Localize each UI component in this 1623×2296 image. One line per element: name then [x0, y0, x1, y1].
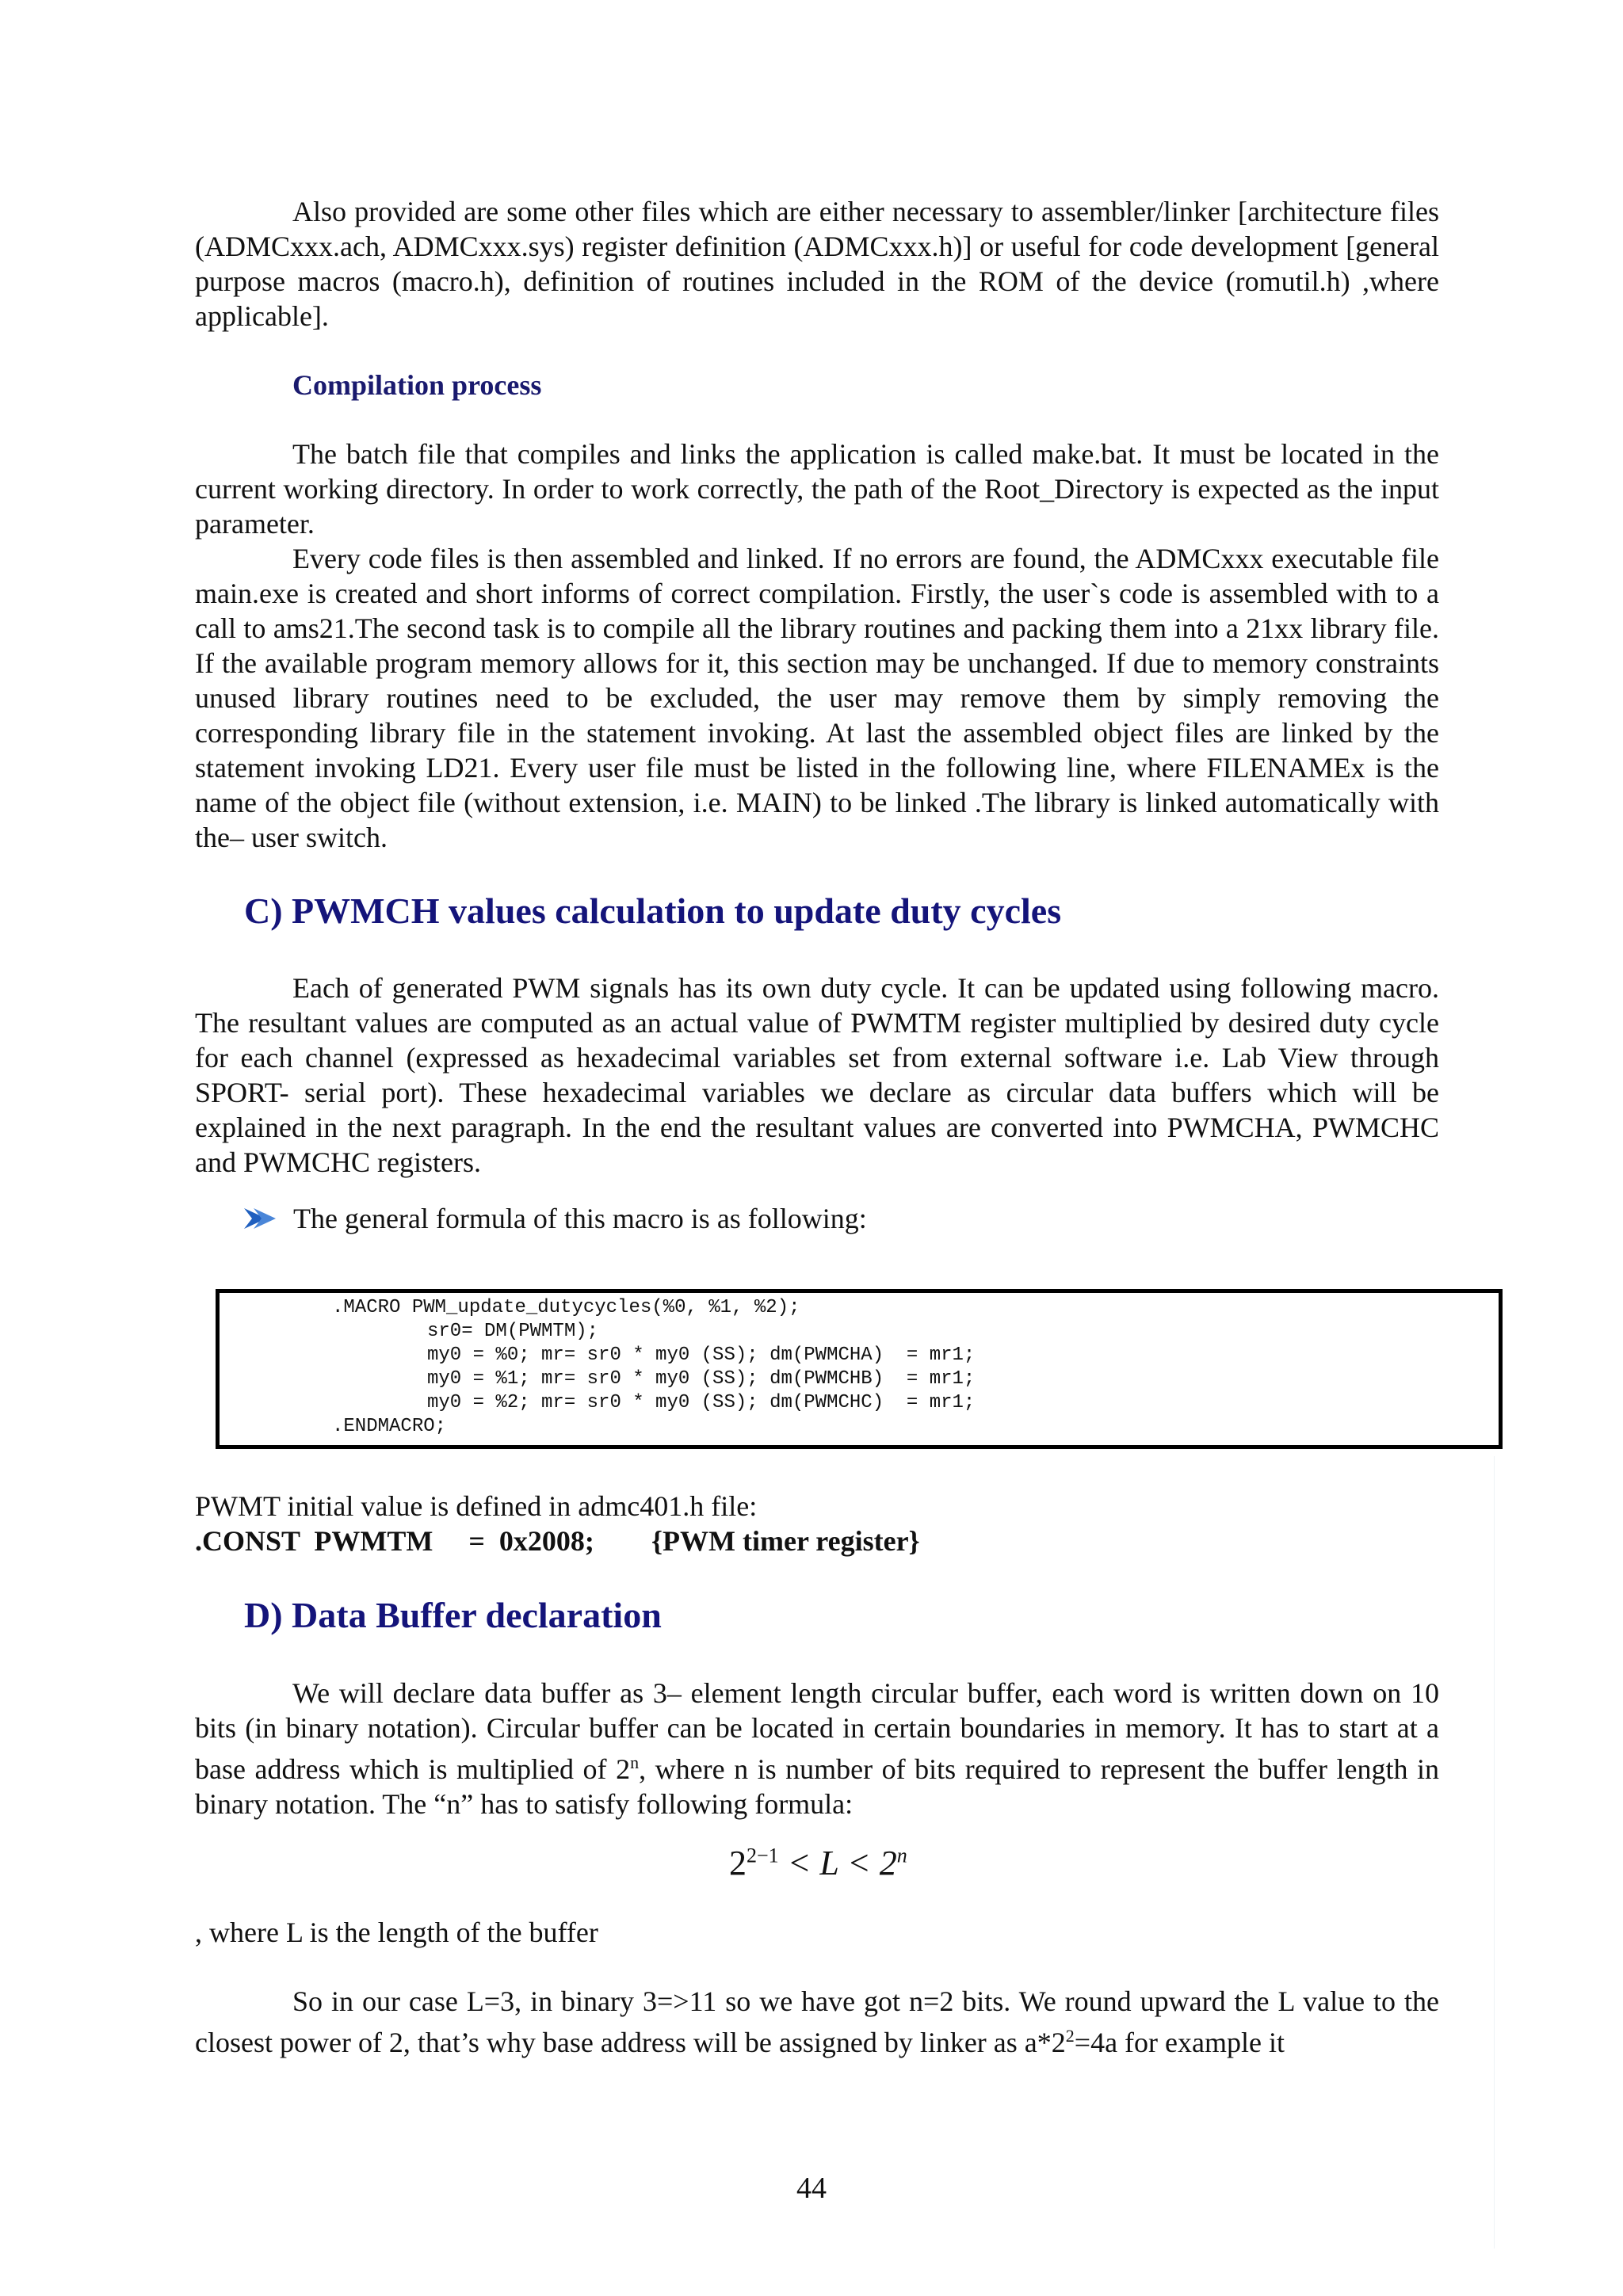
buffer-length-formula: $2^{2-1} < L < 2^n$	[729, 1844, 907, 1882]
bullet-item	[244, 1202, 867, 1235]
code-line: .MACRO PWM_update_dutycycles(%0, %1, %2);	[332, 1297, 800, 1318]
code-line: my0 = %2; mr= sr0 * my0 (SS); dm(PWMCHC) = mr1;	[427, 1392, 976, 1413]
code-listing	[216, 1289, 1503, 1449]
compilation-process-heading: Compilation process	[292, 369, 542, 401]
page-edge-line	[1494, 1456, 1495, 2248]
code-line: sr0= DM(PWMTM);	[427, 1321, 599, 1342]
where-l-text: , where L is the length of the buffer	[195, 1917, 598, 1948]
section-d-heading: D) Data Buffer declaration	[244, 1595, 662, 1635]
paragraph-assembly: Every code files is then assembled and linked. If no errors are found, the ADMCxxx executable file main.exe is created and short informs of correct compilation. Firstly, the user`s code is assembled with to a call to ams21.The second task is to compile all the library routines and packing them into a 21xx library file. If the available program memory allows for it, this section may be unchanged. If due to memory constraints unused library routines need to be excluded, the user may remove them by simply removing the corresponding library file in the statement invoking. At last the assembled object files are linked by the statement invoking LD21. Every user file must be listed in the following line, where FILENAMEx is the name of the object file (without extension, i.e. MAIN) to be linked .The library is linked automatically with the– user switch.	[195, 543, 1439, 853]
code-line: my0 = %1; mr= sr0 * my0 (SS); dm(PWMCHB) = mr1;	[427, 1368, 976, 1390]
paragraph-batch-file: The batch file that compiles and links the application is called make.bat. It must be located in the current working directory. In order to work correctly, the path of the Root_Directory is expected as the input parameter.	[195, 438, 1439, 540]
paragraph-files: Also provided are some other files which are either necessary to assembler/linker [architecture files (ADMCxxx.ach, ADMCxxx.sys) register definition (ADMCxxx.h)] or useful for code development [general purpose macros (macro.h), definition of routines included in the ROM of the device (romutil.h) ,where applicable].	[195, 196, 1439, 332]
pwmt-initial-value-text: PWMT initial value is defined in admc401.h file:	[195, 1490, 758, 1522]
bullet-text: The general formula of this macro is as following:	[293, 1203, 867, 1234]
code-line: .ENDMACRO;	[332, 1416, 447, 1437]
paragraph-pwm-duty: Each of generated PWM signals has its own duty cycle. It can be updated using following macro. The resultant values are computed as an actual value of PWMTM register multiplied by desired duty cycle for each channel (expressed as hexadecimal variables set from external software i.e. Lab View through SPORT- serial port). These hexadecimal variables we declare as circular data buffers which will be explained in the next paragraph. In the end the resultant values are converted into PWMCHA, PWMCHC and PWMCHC registers.	[195, 972, 1439, 1178]
code-line: my0 = %0; mr= sr0 * my0 (SS); dm(PWMCHA) = mr1;	[427, 1344, 976, 1366]
arrow-bullet-icon	[244, 1207, 277, 1230]
paragraph-buffer: We will declare data buffer as 3– element length circular buffer, each word is written down on 10 bits (in binary notation). Circular buffer can be located in certain boundaries in memory. It has to start at a base address which is multiplied of 2$^n$, where n is number of bits required to represent the buffer length in binary notation. The “n” has to satisfy following formula:	[195, 1677, 1439, 1820]
const-definition: .CONST PWMTM = 0x2008; {PWM timer register}	[195, 1525, 920, 1557]
page-number: 44	[796, 2172, 827, 2205]
paragraph-case-l3: So in our case L=3, in binary 3=>11 so we have got n=2 bits. We round upward the L value to the closest power of 2, that’s why base address will be assigned by linker as $a*2^2=4a$ for example it	[195, 1985, 1439, 2058]
section-c-heading: C) PWMCH values calculation to update duty cycles	[244, 891, 1062, 931]
